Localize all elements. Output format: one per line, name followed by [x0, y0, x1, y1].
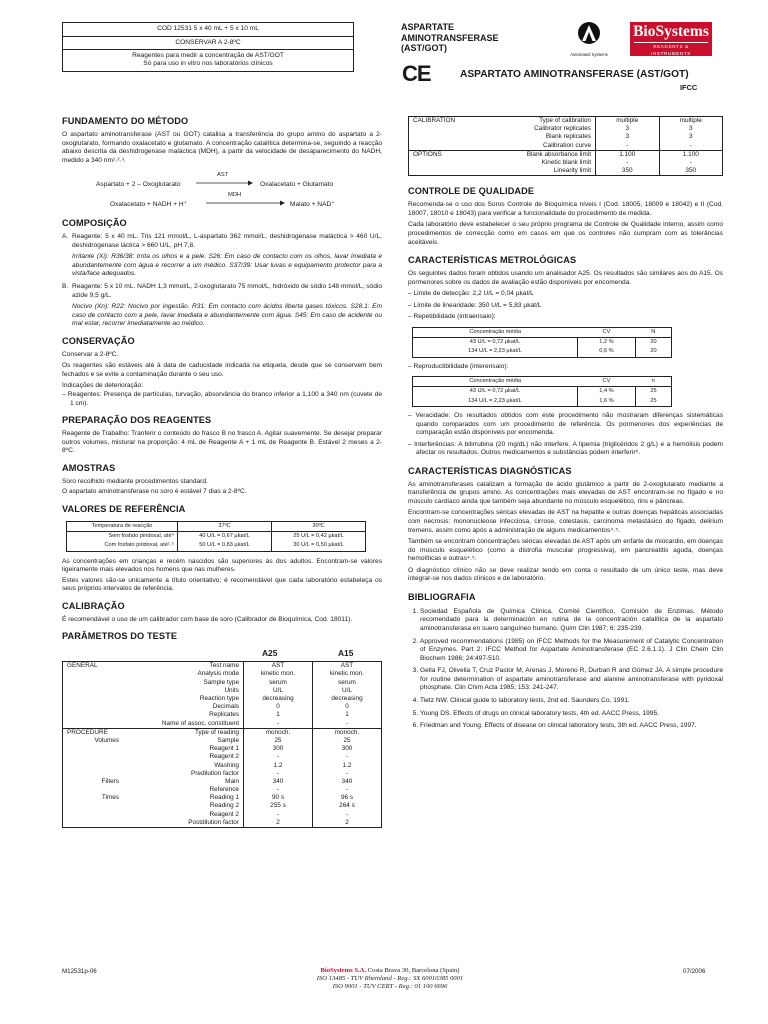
table-row: Com fosfato piridoxal, até¹˒⁵ 50 U/L = 0,83 µkat/L 30 U/L = 0,50 µkat/L [67, 541, 366, 551]
company-address: Costa Brava 30, Barcelona (Spain) [366, 967, 460, 974]
table-row: Sample type serum serum [63, 679, 382, 687]
table-header-row: Temperatura de reacção 37ºC 30ºC [67, 521, 366, 531]
repeatability-table [412, 327, 672, 358]
table-row: Reaction type decreasing decreasing [63, 695, 382, 703]
logo-caption: Automated Systems [570, 51, 608, 57]
linearity-limit: – Límite de linearidade: 350 U/L = 5,83 µkat/L [408, 301, 542, 309]
section-title-metrologicas: CARACTERÍSTICAS METROLÓGICAS [408, 255, 577, 266]
table-row: Blank replicates 3 3 [409, 133, 723, 141]
section-title-amostras: AMOSTRAS [62, 462, 116, 473]
equation-1-enzyme: AST [217, 172, 229, 179]
bibliography-list [408, 608, 723, 731]
list-item: 2. Approved recommendations (1985) on IFCC Methods for the Measurement of Catalytic Concentration of Enzymes. Part 2: IFCC Method for Aspartate Aminotransferase (EC 2.6.1.1). J Clin Chem Clin Biochem 1986; 24:497-510. [420, 638, 723, 664]
table-row: Predilution factor - - [63, 770, 382, 778]
hazard-warning-a: Irritante (Xi): R36/38: Irrita os olhos e a pele. S26: Em caso de contacto com os olhos, lavar imediata e abundantemente com água e recorrer a um médico. S37/39: Usar luvas e equipamento protector para a vista/face adequados. [72, 253, 382, 278]
table-row: Decimals 0 0 [63, 703, 382, 711]
reference-values-table [66, 521, 366, 552]
equation-2-left: Oxalacetato + NADH + H⁺ [110, 201, 188, 209]
table-row: Kinetic blank limit - - [409, 159, 723, 167]
document-code: M12531p-06 [62, 968, 97, 975]
table-row: Reagent 2 - - [63, 753, 382, 761]
section-title-composicao: COMPOSIÇÃO [62, 218, 127, 229]
table-row: Times Reading 1 90 s 96 s [63, 794, 382, 802]
equation-1-left: Aspartato + 2 – Oxoglutarato [96, 181, 181, 189]
table-row: 134 U/L = 2,23 µkat/L 0,6 % 20 [413, 347, 672, 357]
right-column: CALIBRATION Type of calibration multiple multiple Calibrator replicates 3 3 Blank replicates 3 3 Calibration curve - - OPTIONS Blank absorbance limit 1.100 1.100 Kinetic blank limit - - Linearity limit 350 350 CONTROLE DE QUALIDADE Recomenda-se o uso dos Soros Controle de Bioquímica níveis I (Cod. 18005, 18009 e 18042) e II (Cod. 18007, 18010 e 18043) para verificar a funcionalidade do procedimento de medida. Cada laboratório deve estabelecer o seu próprio programa de Controle de Qualidade interno, assim como procedimentos de correcção como em casos em que os controles não cumpram com as tolerâncias aceitáveis. CARACTERÍSTICAS METROLÓGICAS Os seguintes dados foram obtidos usando um analisador A25. Os resultados são similares aos do A15. Os pormenores sobre os dados de avaliação estão disponíveis por encomenda. – Limite de detecção: 2,2 U/L = 0,04 µkat/L – Límite de linearidade: 350 U/L = 5,83 µkat/L – Repetibilidade (intraensaio): Concentração média CV N 43 U/L = 0,72 µkat/L 1,2 % 20 134 U/L = 2,23 µkat/L 0,6 % 20 – Reproductibilidade (interensaio): Concentração média CV n 43 U/L = 0,72 µkat/L 1,4 % 25 134 U/L = 2,23 µkat/L 1,6 % 25 – Veracidade: Os resultados obtidos com este procedimento não mostraram diferenças sistemáticas quando comparados com um procedimento de referência. Os pormenores dos experiências de comparação estão disponíveis por encomenda. – Interferências: A bilirrubina (20 mg/dL) não interfere. A lipemia (triglicéridos 2 g/L) e a hemólisis podem afectar os resultados. Outros medicamentos e substâncias podem interferir⁶. CARACTERÍSTICAS DIAGNÓSTICAS As aminotransferases catalizam a formação de ácido glutâmico a partir de 2-oxoglutarato mediante a transferência de grupos amino. As concentrações mais elevadas de AST encontram-se no fígado e no músculo cardíaco ainda que também seja abundante no músculo esquelético, rins e pâncreas. Encontram-se concentrações séricas elevadas de AST na hepatite e outras doenças hepáticas associadas com necrosis: mononucleose infecciosa, cirrose, colestasis, carcinoma metastásico do fígado, delirium tremens, assim como após a administração de alguns medicamentos⁴˒⁵. Também se encontram concentrações séricas elevadas de AST após um enfarte de miocardio, em doenças do músculo esquelético (como a distrofia muscular progressiva), em pancreatitis aguda, doenças hemolíticas e outras⁴˒⁵. O diagnóstico clínico não se deve realizar tendo em conta o resultado de um único teste, mas deve integrar-se nos dados clínicos e de laboratório. BIBLIOGRAFIA 1. Sociedad Española de Química Clínica, Comité Científico, Comisión de Enzimas. Método recomendado para la determinación en rutina de la concentración catalítica de la aspartato aminotransferasa en suero sanguíneo humano. Quím Clin 1987; 6: 235-239. 2. Approved recommendations (1985) on IFCC Methods for the Measurement of Catalytic Concentration of Enzymes. Part 2: IFCC Method for Aspartate Aminotransferase (EC 2.6.1.1). J Clin Chem Clin Biochem 1986; 24:497-510. 3. Gella FJ, Olivella T, Cruz Pastor M, Arenas J, Moreno R, Durban R and Gómez JA. A simple procedure for routine determination of aspartate aminotransferase and alanine aminotransferase with pyridoxal phosphate. Clin Chim Acta 1985; 153: 241-247. 4. Tietz NW. Clinical guide to laboratory tests, 2nd ed. Saunders Co, 1991. 5. Young DS. Effects of drugs on clinical laboratory tests, 4th ed. AACC Press, 1995. 6. Friedman and Young. Effects of disease on clinical laboratory tests, 3th ed. AACC Press, 1997. [408, 116, 723, 735]
table-row: Filters Main 340 340 [63, 778, 382, 786]
company-name: BioSystems S.A. [320, 967, 367, 974]
section-title-fundamento: FUNDAMENTO DO MÉTODO [62, 116, 189, 126]
table-row: Reagent 1 300 300 [63, 745, 382, 753]
equation-2-arrow-icon [206, 200, 286, 206]
method-label: IFCC [680, 83, 698, 92]
hazard-warning-b: Nocivo (Xn): R22: Nocivo por ingestão. R31: Em contacto com ácidos liberta gases tóxicos. S28.1: Em caso de contacto com a pele, lavar imediata e abundantemente com água. S45: Em caso de acidente ou mal estar, recorrer imediatamente ao médico. [72, 303, 382, 328]
table-row: PROCEDURE Type of reading monoch. monoch. [63, 728, 382, 737]
table-row: Washing 1.2 1.2 [63, 762, 382, 770]
table-row: Units U/L U/L [63, 687, 382, 695]
brand-name: BioSystems [633, 23, 709, 40]
list-item: 3. Gella FJ, Olivella T, Cruz Pastor M, Arenas J, Moreno R, Durban R and Gómez JA. A simple procedure for routine determination of aspartate aminotransferase and alanine aminotransferase with pyridoxal phosphate. Clin Chim Acta 1985; 153: 241-247. [420, 667, 723, 693]
storage-note: CONSERVAR A 2-8ºC [63, 37, 353, 51]
biosystems-logo [630, 22, 712, 56]
left-column: FUNDAMENTO DO MÉTODO O aspartato aminotransferase (AST ou GOT) catalisa a transferência do grupo amino do aspartato a 2-oxoglutarato, formando oxalacetato e glutamato. A concentração catalítica determina-se, seguindo a reacção abaixo descrita da deshidrogenase maláctica (MDH), a partir da velocidade de desaparecimento do NADH, medido a 340 nm¹˒²˒³. Aspartato + 2 – Oxoglutarato AST Oxalacetato + Glutamato Oxalacetato + NADH + H⁺ MDH Malato + NAD⁺ COMPOSIÇÃO A. Reagente: 5 x 40 mL. Tris 121 mmol/L, L-aspartato 362 mmol/L, deshidrogenase maláctica > 460 U/L, deshidrogenase láctica > 660 U/L, pH 7,8. Irritante (Xi): R36/38: Irrita os olhos e a pele. S26: Em caso de contacto com os olhos, lavar imediata e abundantemente com água e recorrer a um médico. S37/39: Usar luvas e equipamento protector para a vista/face adequados. B. Reagente: 5 x 10 mL. NADH 1,3 mmol/L, 2-oxoglutarato 75 mmol/L, hidróxido de sódio 148 mmol/L, sódio azide 9,5 g/L. Nocivo (Xn): R22: Nocivo por ingestão. R31: Em contacto com ácidos liberta gases tóxicos. S28.1: Em caso de contacto com a pele, lavar imediata e abundantemente com água. S45: Em caso de acidente ou mal estar, recorrer imediatamente ao médico. CONSERVAÇÃO Conservar a 2-8ºC. Os reagentes são estáveis até à data de caducidade indicada na etiqueta, desde que se conservem bem fechados e se evite a contaminação durante o seu uso. Indicações de deterioração: – Reagentes: Presença de partículas, turvação, absorvância do branco inferior a 1,100 a 340 nm (cuvete de 1 cm). PREPARAÇÃO DOS REAGENTES Reagente de Trabalho: Tranferir o conteúdo do frasco B no frasco A. Agitar suavemente. Se desejar preparar outros volumes, misturar na proporção: 4 mL de Reagente A + 1 mL de Reagente B. Estável 2 meses a 2-8ºC. AMOSTRAS Soro recolhido mediante procedimentos standard. O aspartato aminotransferase no soro é estável 7 dias a 2-8ºC. VALORES DE REFERÊNCIA Temperatura de reacção 37ºC 30ºC Sem fosfato piridoxal, até⁴ 40 U/L = 0,67 µkat/L 25 U/L = 0,42 µkat/L Com fosfato piridoxal, até¹˒⁵ 50 U/L = 0,83 µkat/L 30 U/L = 0,50 µkat/L As concentrações em crianças e recém nascidos são superiores às dos adultos. Encontram-se valores ligeiramente mais elevados nos homens que nas mulheres. Estes valores são-se unicamente a título orientativo; é recomendável que cada laboratório estabeleça os seus próprios intervalos de referência. CALIBRAÇÃO É recomendável o uso de um calibrador com base de soro (Calibrador de Bioquímica, Cod. 18011). PARÂMETROS DO TESTE A25 A15 GENERAL Test name AST AST Analysis mode kinetic mon. kinetic mon. Sample type serum serum Units U/L U/L Reaction type decreasing decreasing Decimals 0 0 Replicates 1 1 Name of assoc. constituent - - PROCEDURE Type of reading monoch. monoch. Volumes Sample 25 25 Reagent 1 300 300 Reagent 2 - - Washing 1.2 1.2 Predilution factor - - Filters Main 340 340 Reference - - Times Reading 1 90 s 96 s Reading 2 255 s 264 s Reagent 2 - - Postdilution factor 2 2 [62, 116, 382, 828]
company-footer [240, 967, 540, 992]
section-title-controle: CONTROLE DE QUALIDADE [408, 186, 535, 197]
section-title-preparacao: PREPARAÇÃO DOS REAGENTES [62, 415, 212, 426]
table-row: OPTIONS Blank absorbance limit 1.100 1.100 [409, 150, 723, 159]
table-row: Sem fosfato piridoxal, até⁴ 40 U/L = 0,67 µkat/L 25 U/L = 0,42 µkat/L [67, 532, 366, 542]
list-item: 6. Friedman and Young. Effects of disease on clinical laboratory tests, 3th ed. AACC Press, 1997. [420, 722, 723, 731]
certification-1: ISO 13485 - TUV Rheinland - Reg.: SX 60010385 0001 [316, 975, 464, 983]
table-row: 43 U/L = 0,72 µkat/L 1,4 % 25 [413, 387, 672, 397]
table-row: Volumes Sample 25 25 [63, 737, 382, 745]
product-code: COD 12531 5 x 40 mL + 5 x 10 mL [63, 23, 353, 37]
table-row: Postdilution factor 2 2 [63, 819, 382, 828]
table-row: 43 U/L = 0,72 µkat/L 1,2 % 20 [413, 338, 672, 348]
table-row: Reference - - [63, 786, 382, 794]
intended-use: Reagentes para medir a concentração de AST/GOT Só para uso in vitro nos laboratórios clínicos [132, 52, 284, 68]
section-title-parametros: PARÂMETROS DO TESTE [62, 631, 178, 642]
revision-date: 07/2006 [683, 968, 706, 975]
section-title-diagnosticas: CARACTERÍSTICAS DIAGNÓSTICAS [408, 465, 572, 476]
document-title: ASPARTATO AMINOTRANSFERASE (AST/GOT) [460, 69, 689, 80]
ce-mark: CE [402, 61, 431, 86]
fundamento-text: O aspartato aminotransferase (AST ou GOT) catalisa a transferência do grupo amino do aspartato a 2-oxoglutarato, formando oxalacetato e glutamato. A concentração catalítica determina-se, seguindo a reacção abaixo descrita da deshidrogenase maláctica (MDH), a partir da velocidade de desaparecimento do NADH, medido a 340 nm¹˒²˒³. [62, 130, 382, 164]
list-item: 5. Young DS. Effects of drugs on clinical laboratory tests, 4th ed. AACC Press, 1995. [420, 710, 723, 719]
table-row: CALIBRATION Type of calibration multiple multiple [409, 117, 723, 126]
list-item: 4. Tietz NW. Clinical guide to laboratory tests, 2nd ed. Saunders Co, 1991. [420, 697, 723, 706]
table-row: Calibration curve - - [409, 142, 723, 151]
certification-2: ISO 9001 - TUV CERT - Reg.: 01 100 6696 [332, 983, 448, 991]
test-parameters-table [62, 661, 382, 828]
table-row: Name of assoc. constituent - - [63, 720, 382, 729]
table-header-row: Concentração média CV N [413, 327, 672, 337]
product-name: ASPARTATE AMINOTRANSFERASE (AST/GOT) [401, 22, 499, 54]
analyzer-column-headers: A25 A15 [262, 648, 354, 659]
automated-systems-icon [560, 20, 618, 48]
section-title-bibliografia: BIBLIOGRAFIA [408, 591, 476, 602]
equation-1-arrow-icon [196, 180, 254, 186]
composicao-item-b: B. Reagente: 5 x 10 mL. NADH 1,3 mmol/L, 2-oxoglutarato 75 mmol/L, hidróxido de sódio 148 mmol/L, sódio azide 9,5 g/L. Nocivo (Xn): R22: Nocivo por ingestão. R31: Em contacto com ácidos liberta gases tóxicos. S28.1: Em caso de contacto com a pele, lavar imediata e abundantemente com água. S45: Em caso de acidente ou mal estar, recorrer imediatamente ao médico. [62, 282, 382, 328]
table-row: Reagent 2 - - [63, 811, 382, 819]
list-item: 1. Sociedad Española de Química Clínica, Comité Científico, Comisión de Enzimas. Método recomendado para la determinación en rutina de la concentración catalítica de la aspartato aminotransferasa en suero sanguíneo humano. Quím Clin 1987; 6: 235-239. [420, 608, 723, 634]
table-row: GENERAL Test name AST AST [63, 662, 382, 671]
composicao-item-a: A. Reagente: 5 x 40 mL. Tris 121 mmol/L, L-aspartato 362 mmol/L, deshidrogenase maláctica > 460 U/L, deshidrogenase láctica > 660 U/L, pH 7,8. Irritante (Xi): R36/38: Irrita os olhos e a pele. S26: Em caso de contacto com os olhos, lavar imediata e abundantemente com água e recorrer a um médico. S37/39: Usar luvas e equipamento protector para a vista/face adequados. [62, 233, 382, 278]
table-row: 134 U/L = 2,23 µkat/L 1,6 % 25 [413, 397, 672, 407]
section-title-valores: VALORES DE REFERÊNCIA [62, 503, 186, 514]
equation-2-enzyme: MDH [228, 192, 242, 199]
table-row: Calibrator replicates 3 3 [409, 125, 723, 133]
section-title-conservacao: CONSERVAÇÃO [62, 335, 135, 346]
table-row: Replicates 1 1 [63, 711, 382, 719]
brand-subtitle: REAGENTS & INSTRUMENTS [634, 42, 708, 57]
test-parameters-table-continued [408, 116, 723, 176]
table-row: Linearity limit 350 350 [409, 167, 723, 176]
table-header-row: Concentração média CV n [413, 377, 672, 387]
reproducibility-table [412, 376, 672, 407]
table-row: Reading 2 255 s 264 s [63, 802, 382, 810]
automated-systems-logo [560, 20, 618, 56]
table-row: Analysis mode kinetic mon. kinetic mon. [63, 670, 382, 678]
detection-limit: – Limite de detecção: 2,2 U/L = 0,04 µkat/L [408, 290, 534, 298]
reaction-equations [62, 171, 382, 215]
equation-1-right: Oxalacetato + Glutamato [260, 181, 334, 189]
equation-2-right: Malato + NAD⁺ [290, 201, 335, 209]
section-title-calibracao: CALIBRAÇÃO [62, 600, 125, 611]
product-code-box [62, 22, 354, 72]
